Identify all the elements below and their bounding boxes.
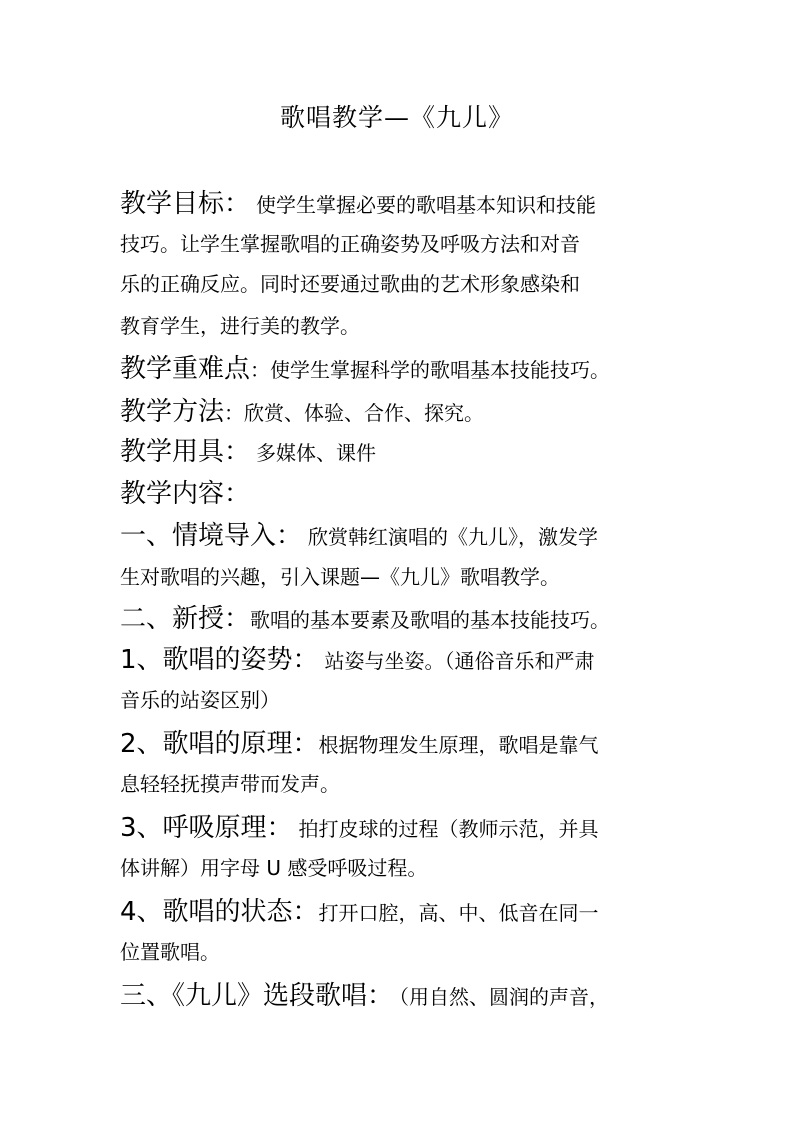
body-line-2 (120, 224, 680, 266)
line-heading: 三、《九儿》选段歌唱： (120, 981, 394, 1011)
body-line-11 (120, 599, 680, 642)
line-text: 息轻轻抚摸声带而发声。 (120, 772, 340, 796)
line-heading: 2、歌唱的原理： (120, 729, 319, 759)
body-line-17 (120, 848, 680, 890)
line-heading: 二、新授： (120, 604, 251, 634)
line-text: 打开口腔，高、中、低音在同一 (318, 901, 599, 925)
line-text: 体讲解）用字母 U 感受呼吸过程。 (120, 856, 428, 880)
body-line-18 (120, 892, 680, 935)
line-text: 乐的正确反应。同时还要通过歌曲的艺术形象感染和 (120, 272, 580, 296)
body-line-7 (120, 432, 680, 475)
line-text: 位置歌唱。 (120, 940, 220, 964)
line-text: 生对歌唱的兴趣，引入课题—《九儿》歌唱教学。 (120, 565, 560, 589)
line-text: 拍打皮球的过程（教师示范，并具 (298, 817, 599, 841)
line-text: ：使学生掌握科学的歌唱基本技能技巧。 (250, 358, 611, 382)
body-line-19 (120, 932, 680, 974)
body-line-20 (120, 976, 680, 1019)
body-line-9 (120, 516, 680, 559)
line-text: 站姿与坐姿。（通俗音乐和严肃 (324, 649, 595, 673)
body-line-3 (120, 264, 680, 306)
line-heading: 教学重难点 (120, 354, 251, 384)
body-line-13 (120, 680, 680, 722)
line-text: 使学生掌握必要的歌唱基本知识和技能 (256, 193, 597, 217)
body-line-10 (120, 557, 680, 599)
body-line-12 (120, 640, 680, 683)
line-text: 根据物理发生原理，歌唱是靠气 (318, 733, 599, 757)
line-text: 歌唱的基本要素及歌唱的基本技能技巧。 (250, 608, 611, 632)
line-heading: 一、情境导入： (120, 521, 303, 551)
line-text: ：欣赏、体验、合作、探究。 (224, 401, 485, 425)
line-heading: 教学方法 (120, 397, 225, 427)
line-text: 多媒体、课件 (256, 441, 377, 465)
body-line-5 (120, 349, 680, 392)
line-heading: 3、呼吸原理： (120, 813, 293, 843)
line-heading: 1、歌唱的姿势： (120, 645, 319, 675)
line-heading: 教学目标： (120, 189, 251, 219)
body-line-15 (120, 764, 680, 806)
line-text: 音乐的站姿区别） (120, 688, 280, 712)
line-text: 教育学生，进行美的教学。 (120, 314, 360, 338)
line-heading: 教学用具： (120, 437, 251, 467)
body-line-1 (120, 184, 680, 227)
line-text: 欣赏韩红演唱的《九儿》，激发学 (308, 525, 599, 549)
line-text: （用自然、圆润的声音， (399, 985, 610, 1009)
line-heading: 4、歌唱的状态： (120, 897, 319, 927)
body-line-14 (120, 724, 680, 767)
line-heading: 教学内容： (120, 479, 251, 509)
line-text: 技巧。让学生掌握歌唱的正确姿势及呼吸方法和对音 (120, 232, 580, 256)
body-line-8 (120, 474, 680, 517)
body-line-6 (120, 392, 680, 435)
document-title: 歌唱教学—《九儿》 (279, 103, 514, 132)
body-line-16 (120, 808, 680, 851)
body-line-4 (120, 306, 680, 348)
